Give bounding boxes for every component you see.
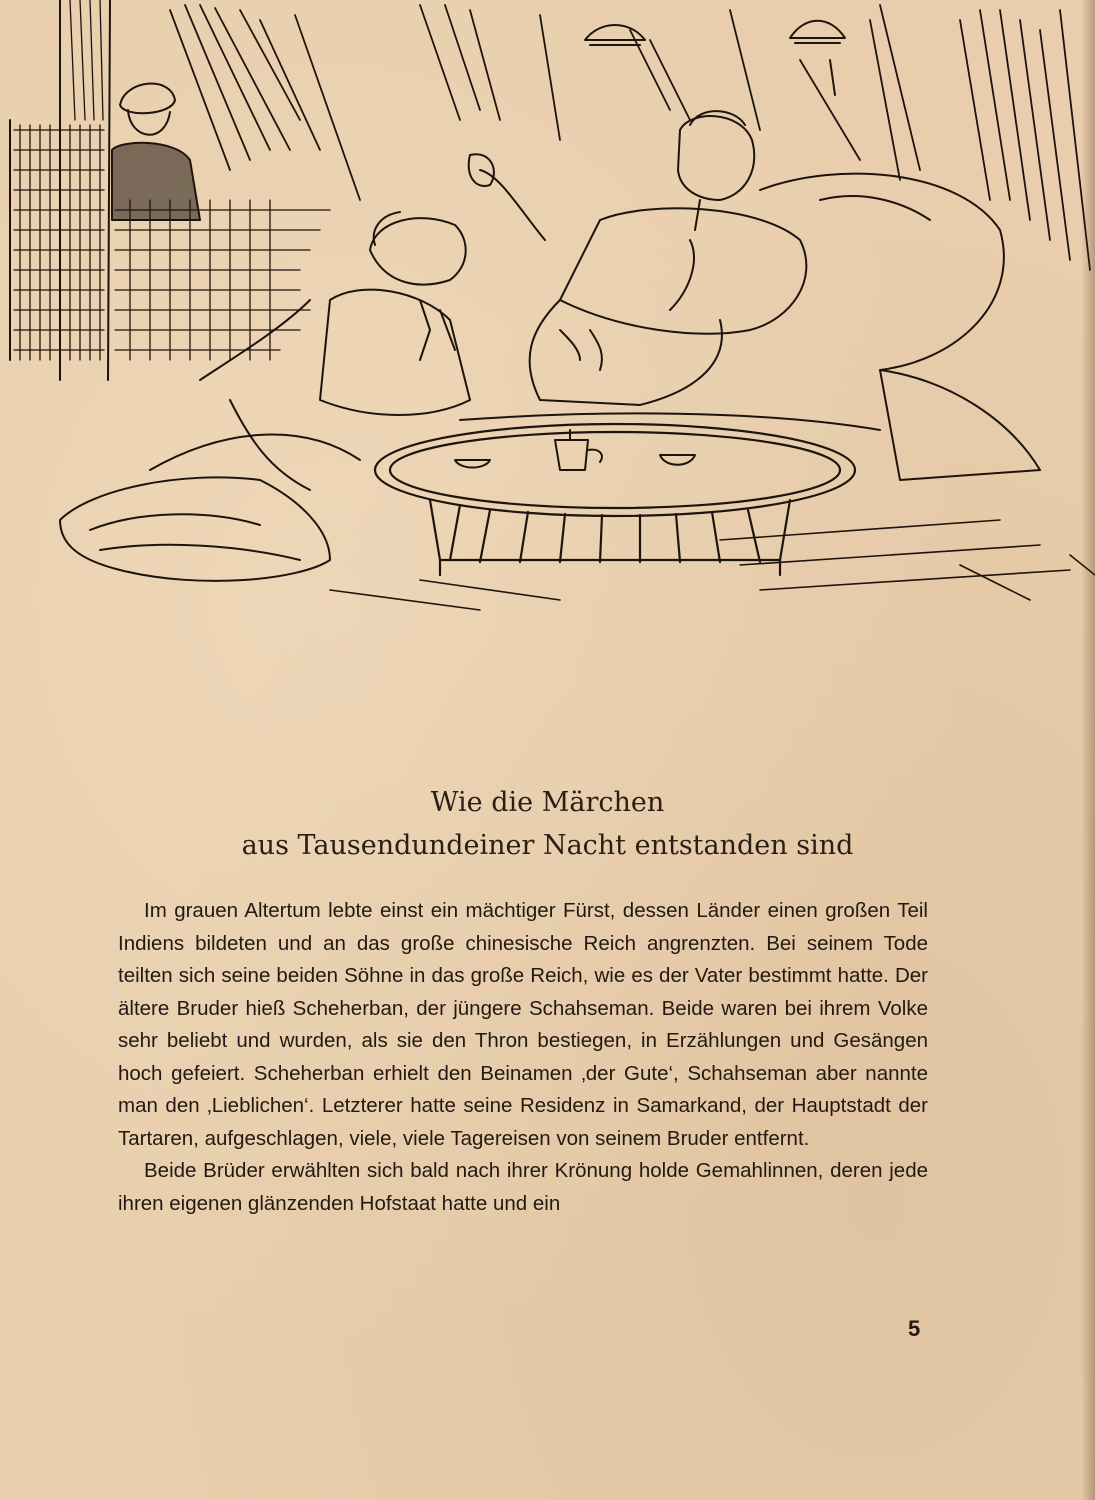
floor-lines [330,520,1095,610]
princess-figure [469,111,807,405]
turbaned-figure [112,84,200,220]
page-edge-shadow [1081,0,1095,1500]
illustration-scheherazade-scene [0,0,1095,620]
teapot-and-cups [455,430,695,470]
floor-drapery [60,400,360,581]
tray-table [375,424,855,575]
hanging-lamp-right [790,21,845,95]
kneeling-figure [200,212,470,415]
chapter-body-text [118,895,928,1220]
chapter-title-line-1: Wie die Märchen [430,787,665,818]
page-number: 5 [908,1316,921,1341]
paragraph-1: Im grauen Altertum lebte einst ein mächtiger Fürst, dessen Länder einen großen Teil Indiens bildeten und an das große chinesische Reich angrenzten. Bei seinem Tode teilten sich seine beiden Söhne in das große Reich, wie es der Vater bestimmt hatte. Der ältere Bruder hieß Scheherban, der jüngere Schahseman. Beide waren bei ihrem Volke sehr beliebt und wurden, als sie den Thron bestiegen, in Erzählungen und Gesängen hoch gefeiert. Scheherban erhielt den Beinamen ‚der Gute‘, Schahseman aber nannte man den ‚Lieblichen‘. Letzterer hatte seine Residenz in Samarkand, der Hauptstadt der Tartaren, aufgeschlagen, viele, viele Tagereisen von seinem Bruder entfernt. [118,899,928,1150]
paragraph-2: Beide Brüder erwählten sich bald nach ihrer Krönung holde Gemahlinnen, deren jede ihren eigenen glänzenden Hofstaat hatte und ein [118,1159,928,1215]
chapter-title-line-2: aus Tausendundeiner Nacht entstanden sind [241,830,854,861]
